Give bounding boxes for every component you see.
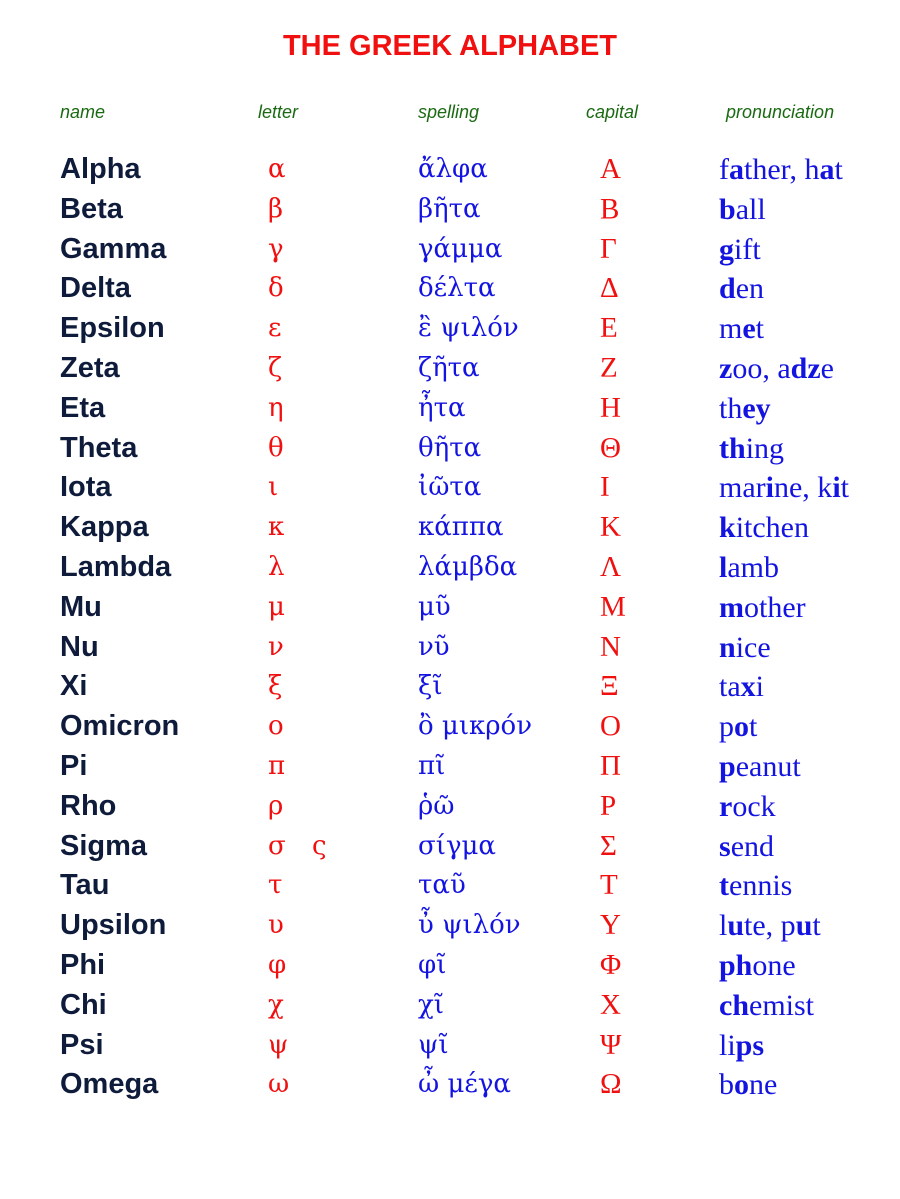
pronunciation-segment: ock (732, 789, 776, 823)
letter-name: Mu (60, 590, 102, 623)
pronunciation-example (719, 269, 764, 309)
table-row (0, 787, 900, 827)
table-row (0, 588, 900, 628)
greek-spelling: ἦτα (418, 392, 466, 423)
pronunciation-segment: mar (719, 471, 766, 505)
pronunciation-highlight: ey (742, 391, 771, 425)
pronunciation-example (719, 827, 774, 867)
pronunciation-segment: i (755, 670, 764, 704)
table-row (0, 548, 900, 588)
pronunciation-segment: ing (745, 431, 785, 465)
capital-letter: Χ (600, 988, 621, 1021)
capital-letter: Π (600, 749, 621, 782)
greek-spelling: ὖ ψιλόν (418, 910, 521, 941)
capital-letter: Σ (600, 829, 617, 862)
capital-letter: Ω (600, 1068, 622, 1101)
lowercase-letter: ν (268, 631, 284, 662)
pronunciation-segment: oo, a (732, 351, 791, 385)
letter-name: Sigma (60, 829, 148, 862)
letter-name: Tau (60, 869, 110, 902)
lowercase-letter: σ ς (268, 830, 327, 861)
lowercase-letter: π (268, 750, 286, 781)
letter-name: Omicron (60, 710, 180, 743)
lowercase-letter: ι (268, 472, 279, 503)
pronunciation-segment: end (730, 829, 775, 863)
pronunciation-example (719, 707, 757, 747)
table-row (0, 468, 900, 508)
pronunciation-highlight: x (740, 670, 756, 704)
pronunciation-highlight: th (719, 431, 746, 465)
pronunciation-highlight: o (734, 710, 749, 744)
table-row (0, 1065, 900, 1105)
pronunciation-segment: one (752, 948, 796, 982)
greek-spelling: μῦ (418, 591, 451, 622)
column-header-name: name (60, 102, 106, 122)
table-row (0, 707, 900, 747)
capital-letter: Ε (600, 312, 618, 345)
capital-letter: Ο (600, 710, 621, 743)
pronunciation-highlight: i (832, 471, 841, 505)
greek-spelling: φῖ (418, 949, 447, 980)
table-row (0, 309, 900, 349)
pronunciation-highlight: o (734, 1068, 749, 1102)
pronunciation-highlight: a (729, 153, 744, 186)
pronunciation-example (719, 349, 834, 389)
pronunciation-highlight: dz (790, 351, 821, 385)
table-row (0, 667, 900, 707)
lowercase-letter: θ (268, 432, 284, 463)
capital-letter: Μ (600, 590, 626, 623)
greek-spelling: ταῦ (418, 870, 466, 901)
lowercase-letter: μ (268, 591, 285, 622)
greek-spelling: δέλτα (418, 273, 496, 304)
greek-spelling: ψῖ (418, 1029, 449, 1060)
lowercase-letter: τ (268, 870, 283, 901)
pronunciation-highlight: k (719, 511, 736, 545)
capital-letter: Ι (600, 471, 610, 504)
pronunciation-example (719, 588, 806, 628)
pronunciation-example (719, 468, 849, 508)
capital-letter: Α (600, 153, 621, 185)
table-row (0, 946, 900, 986)
letter-name: Eta (60, 391, 106, 424)
pronunciation-example (719, 866, 792, 906)
pronunciation-segment: m (719, 312, 743, 346)
capital-letter: Ξ (600, 670, 619, 703)
lowercase-letter: α (268, 154, 286, 184)
greek-spelling: χῖ (418, 989, 444, 1020)
letter-name: Epsilon (60, 312, 165, 345)
alphabet-table (0, 150, 900, 1105)
greek-spelling: ἄλφα (418, 154, 488, 184)
pronunciation-segment: other (744, 590, 806, 624)
lowercase-letter: ο (268, 711, 284, 742)
greek-spelling: πῖ (418, 750, 446, 781)
pronunciation-segment: all (735, 192, 766, 226)
lowercase-letter: φ (268, 949, 287, 980)
pronunciation-segment: en (735, 272, 765, 306)
letter-name: Pi (60, 749, 88, 782)
column-header-spelling: spelling (418, 102, 480, 122)
letter-name: Omega (60, 1068, 159, 1101)
capital-letter: Β (600, 192, 620, 225)
pronunciation-segment: ta (719, 670, 741, 704)
lowercase-letter: κ (268, 512, 285, 543)
letter-name: Rho (60, 789, 117, 822)
pronunciation-segment: ice (735, 630, 771, 664)
table-row (0, 747, 900, 787)
pronunciation-segment: emist (749, 988, 814, 1022)
pronunciation-highlight: ch (719, 988, 749, 1022)
capital-letter: Ζ (600, 351, 618, 384)
lowercase-letter: χ (268, 989, 284, 1020)
pronunciation-example (719, 508, 809, 548)
pronunciation-example (719, 1026, 764, 1066)
letter-name: Delta (60, 272, 131, 305)
letter-name: Nu (60, 630, 99, 663)
greek-spelling: ξῖ (418, 671, 443, 702)
lowercase-letter: υ (268, 910, 284, 941)
table-row (0, 349, 900, 389)
greek-spelling: λάμβδα (418, 551, 518, 582)
pronunciation-highlight: z (719, 351, 733, 385)
pronunciation-highlight: u (727, 909, 745, 943)
pronunciation-highlight: s (719, 829, 731, 863)
pronunciation-segment: itchen (735, 511, 809, 545)
greek-spelling: νῦ (418, 631, 450, 662)
greek-spelling: ἒ ψιλόν (418, 313, 519, 344)
table-row (0, 508, 900, 548)
greek-spelling: βῆτα (418, 193, 481, 224)
pronunciation-example (719, 628, 771, 668)
pronunciation-segment: ne (749, 1068, 778, 1102)
lowercase-letter: β (268, 193, 284, 224)
column-header-capital: capital (586, 102, 639, 122)
pronunciation-example (719, 667, 764, 707)
capital-letter: Γ (600, 232, 617, 265)
pronunciation-highlight: e (742, 312, 756, 346)
pronunciation-highlight: t (719, 869, 729, 903)
letter-name: Xi (60, 670, 88, 703)
table-row (0, 986, 900, 1026)
lowercase-letter: ω (268, 1069, 290, 1100)
pronunciation-segment: f (719, 153, 729, 186)
page-title: THE GREEK ALPHABET (282, 30, 618, 62)
pronunciation-segment: p (719, 710, 734, 744)
greek-spelling: σίγμα (418, 830, 496, 861)
pronunciation-highlight: b (719, 192, 736, 226)
pronunciation-highlight: ph (719, 948, 753, 982)
pronunciation-example (719, 986, 814, 1026)
capital-letter: Ρ (600, 789, 617, 822)
pronunciation-segment: l (719, 909, 728, 943)
pronunciation-segment: e (820, 351, 834, 385)
letter-name: Phi (60, 948, 106, 981)
pronunciation-example (719, 230, 761, 270)
table-row (0, 190, 900, 230)
capital-letter: Ψ (600, 1028, 622, 1061)
column-header-pronunciation: pronunciation (726, 102, 835, 122)
pronunciation-example (719, 190, 766, 230)
table-row (0, 1026, 900, 1066)
letter-name: Iota (60, 471, 112, 504)
pronunciation-segment: ennis (729, 869, 793, 903)
lowercase-letter: ε (268, 313, 282, 344)
table-row (0, 269, 900, 309)
table-row (0, 628, 900, 668)
pronunciation-segment: t (834, 153, 843, 186)
pronunciation-highlight: ps (735, 1028, 765, 1062)
table-row (0, 866, 900, 906)
pronunciation-example (719, 150, 843, 190)
letter-name: Zeta (60, 351, 120, 384)
pronunciation-highlight: u (795, 909, 813, 943)
pronunciation-example (719, 787, 776, 827)
pronunciation-segment: ne, k (773, 471, 833, 505)
pronunciation-highlight: d (719, 272, 736, 306)
greek-spelling: ὂ μικρόν (418, 711, 533, 742)
lowercase-letter: η (268, 392, 284, 423)
lowercase-letter: δ (268, 273, 284, 304)
table-row (0, 429, 900, 469)
pronunciation-highlight: r (719, 789, 733, 823)
pronunciation-segment: eanut (735, 749, 801, 783)
letter-name: Beta (60, 192, 123, 225)
lowercase-letter: ξ (268, 671, 283, 702)
pronunciation-segment: ift (734, 232, 761, 266)
lowercase-letter: ζ (268, 352, 283, 383)
pronunciation-highlight: i (765, 471, 774, 505)
lowercase-letter: γ (268, 233, 284, 264)
letter-name: Psi (60, 1028, 104, 1061)
greek-spelling: γάμμα (418, 233, 503, 264)
letter-name: Chi (60, 988, 107, 1021)
pronunciation-segment: t (840, 471, 849, 505)
letter-name: Lambda (60, 550, 172, 583)
pronunciation-example (719, 309, 764, 349)
greek-spelling: ῥῶ (418, 790, 455, 821)
pronunciation-segment: t (749, 710, 758, 744)
table-row (0, 827, 900, 867)
pronunciation-example (719, 1065, 777, 1105)
table-row (0, 230, 900, 270)
pronunciation-example (719, 389, 771, 429)
capital-letter: Λ (600, 550, 622, 583)
capital-letter: Φ (600, 948, 622, 981)
pronunciation-highlight: p (719, 749, 736, 783)
pronunciation-segment: t (812, 909, 821, 943)
greek-spelling: θῆτα (418, 432, 482, 463)
pronunciation-segment: li (719, 1028, 736, 1062)
column-header-letter: letter (258, 102, 299, 122)
letter-name: Alpha (60, 153, 141, 185)
lowercase-letter: ρ (268, 790, 284, 821)
pronunciation-example (719, 946, 796, 986)
lowercase-letter: λ (268, 551, 285, 582)
pronunciation-highlight: l (719, 550, 728, 584)
capital-letter: Δ (600, 272, 619, 305)
capital-letter: Η (600, 391, 621, 424)
pronunciation-segment: ther, h (744, 153, 820, 186)
pronunciation-segment: th (719, 391, 743, 425)
pronunciation-example (719, 747, 801, 787)
letter-name: Gamma (60, 232, 167, 265)
pronunciation-highlight: a (819, 153, 835, 186)
pronunciation-segment: te, p (744, 909, 796, 943)
pronunciation-highlight: n (719, 630, 736, 664)
capital-letter: Θ (600, 431, 621, 464)
capital-letter: Κ (600, 511, 621, 544)
pronunciation-highlight: g (719, 232, 734, 266)
pronunciation-segment: amb (727, 550, 779, 584)
lowercase-letter: ψ (268, 1029, 289, 1060)
letter-name: Kappa (60, 511, 149, 544)
capital-letter: Υ (600, 909, 621, 942)
table-row (0, 389, 900, 429)
letter-name: Theta (60, 431, 138, 464)
pronunciation-segment: b (719, 1068, 734, 1102)
pronunciation-segment: t (755, 312, 765, 346)
greek-spelling: ἰῶτα (418, 472, 482, 503)
capital-letter: Τ (600, 869, 618, 902)
pronunciation-example (719, 429, 784, 469)
table-row (0, 906, 900, 946)
pronunciation-highlight: m (719, 590, 744, 624)
letter-name: Upsilon (60, 909, 167, 942)
pronunciation-example (719, 906, 821, 946)
capital-letter: Ν (600, 630, 621, 663)
greek-spelling: ζῆτα (418, 352, 480, 383)
greek-spelling: ὦ μέγα (418, 1069, 511, 1100)
pronunciation-example (719, 548, 779, 588)
table-row (0, 150, 900, 190)
greek-spelling: κάππα (418, 512, 504, 543)
